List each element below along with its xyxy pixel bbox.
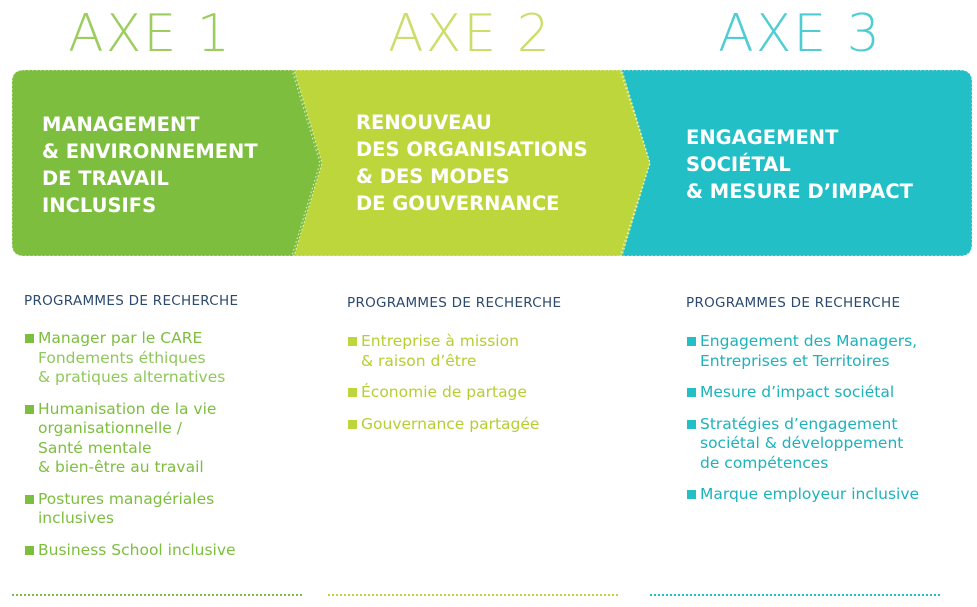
axe-2-divider [328,594,618,596]
program-item [348,332,628,371]
program-label: Mesure d’impact sociétal [700,383,895,401]
axe-1-programs-list [25,329,305,572]
program-item [25,400,305,478]
square-bullet-icon [25,546,34,555]
program-sublabel: inclusives [38,509,114,527]
program-item [348,383,628,403]
program-item [25,329,305,388]
square-bullet-icon [687,490,696,499]
square-bullet-icon [687,388,696,397]
square-bullet-icon [25,495,34,504]
program-sublabel: Fondements éthiques & pratiques alternatives [38,348,226,386]
program-label: Marque employeur inclusive [700,485,920,503]
program-item [687,415,972,474]
axe-2-band-text: RENOUVEAU DES ORGANISATIONS & DES MODES DE GOUVERNANCE [356,111,588,215]
program-label: Entreprise à mission [361,332,519,350]
axe-2-title: AXE 2 [388,4,552,64]
axe-3-band-text: ENGAGEMENT SOCIÉTAL & MESURE D’IMPACT [686,126,913,203]
square-bullet-icon [348,420,357,429]
axe-1-title: AXE 1 [68,4,232,64]
axe-1-programs-heading: PROGRAMMES DE RECHERCHE [24,293,239,309]
program-item [687,332,972,371]
program-label: Gouvernance partagée [361,414,540,433]
program-sublabel: Entreprises et Territoires [700,351,890,370]
square-bullet-icon [348,388,357,397]
axe-2-programs-list [348,332,628,446]
axe-2-programs-heading: PROGRAMMES DE RECHERCHE [347,295,562,311]
program-label: Manager par le CARE [38,329,203,347]
program-item [687,383,972,403]
square-bullet-icon [348,337,357,346]
axe-3-programs-heading: PROGRAMMES DE RECHERCHE [686,295,901,311]
program-label: Business School inclusive [38,540,236,559]
program-label: Engagement des Managers, [700,332,918,350]
program-label: Économie de partage [361,383,527,401]
program-item [687,485,972,505]
program-sublabel: organisationnelle / Santé mentale & bien-être au travail [38,419,204,476]
axe-1-divider [12,594,302,596]
program-item [25,490,305,529]
axe-3-divider [650,594,940,596]
program-sublabel: & raison d’être [361,351,477,370]
axe-1-band-text: MANAGEMENT & ENVIRONNEMENT DE TRAVAIL INCLUSIFS [42,113,258,217]
square-bullet-icon [25,334,34,343]
program-item [25,541,305,561]
program-label: Humanisation de la vie [38,399,217,418]
program-label: Postures managériales [38,489,215,508]
axe-3-programs-list [687,332,972,517]
program-label: Stratégies d’engagement [700,414,898,433]
square-bullet-icon [25,405,34,414]
program-sublabel: sociétal & développement de compétences [700,434,904,472]
axe-3-title: AXE 3 [718,4,882,64]
program-item [348,415,628,435]
square-bullet-icon [687,420,696,429]
square-bullet-icon [687,337,696,346]
